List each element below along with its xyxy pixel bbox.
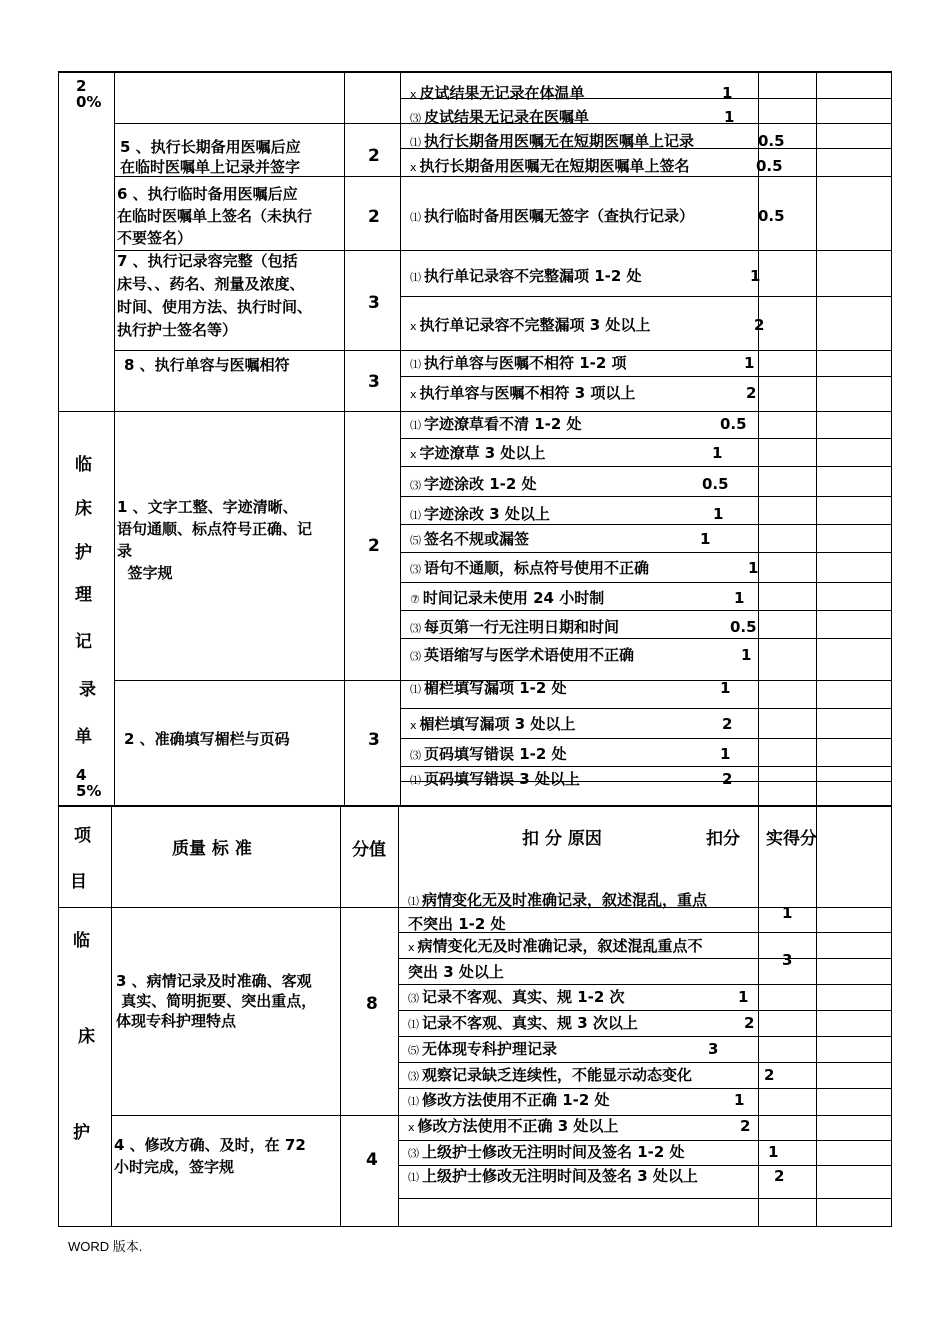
header-deduct: 扣分: [706, 829, 740, 849]
deduction-text: 病情变化无及时准确记录，叙述混乱，重点: [422, 891, 708, 909]
deduction-points: 1: [722, 84, 733, 102]
deduction-points: 3: [782, 951, 793, 969]
deduction-item: [408, 1066, 692, 1086]
criterion-label: 3 、病情记录及时准确、客观 真实、简明扼要、突出重点， 体现专科护理特点: [116, 972, 317, 1030]
header-actual: 实得分: [766, 829, 817, 849]
rule: [398, 1198, 891, 1199]
deduction-item: [408, 988, 625, 1008]
deduction-item: [410, 530, 529, 550]
deduction-item: [410, 646, 634, 666]
deduction-text: 字迹潦草 3 处以上: [419, 444, 546, 462]
deduction-text: 执行长期备用医嘱无在短期医嘱单上记录: [424, 132, 695, 150]
deduction-points: 1: [738, 988, 749, 1006]
item-marker: ⑦: [410, 593, 420, 606]
rule: [400, 582, 891, 583]
deduction-item: [408, 1167, 698, 1187]
deduction-text: 页码填写错误 3 处以上: [424, 770, 580, 788]
category-char: 护: [73, 1123, 90, 1143]
deduction-points: 0.5: [758, 132, 785, 150]
deduction-item: [410, 505, 550, 525]
deduction-text: 皮试结果无记录在体温单: [419, 84, 585, 102]
deduction-text: 执行单记录容不完整漏项 1-2 处: [424, 267, 642, 285]
deduction-item: [410, 715, 575, 735]
deduction-text: 每页第一行无注明日期和时间: [424, 618, 620, 636]
item-marker: ⑴: [408, 1095, 419, 1108]
deduction-points: 2: [722, 770, 733, 788]
criterion-score: 2: [368, 146, 380, 166]
criterion-score: 2: [368, 536, 380, 556]
deduction-points: 0.5: [730, 618, 757, 636]
item-marker: ⑴: [408, 895, 419, 908]
deduction-item: [410, 475, 537, 495]
deduction-text: 执行单容与医嘱不相符 1-2 项: [424, 354, 627, 372]
deduction-text: 突出 3 处以上: [408, 963, 504, 981]
deduction-item: [408, 891, 707, 911]
category-char: 单: [75, 727, 92, 747]
criterion-score: 4: [366, 1150, 378, 1170]
deduction-text: 病情变化无及时准确记录，叙述混乱重点不: [417, 937, 703, 955]
deduction-points: 0.5: [756, 157, 783, 175]
deduction-text: 页码填写错误 1-2 处: [424, 745, 567, 763]
header-item: 目: [70, 872, 87, 892]
header-score: 分值: [352, 840, 386, 860]
rule: [398, 958, 891, 959]
deduction-text: 无体现专科护理记录: [422, 1040, 558, 1058]
rule: [400, 552, 891, 553]
rule: [114, 350, 891, 351]
deduction-item: [408, 1014, 638, 1034]
deduction-points: 1: [741, 646, 752, 664]
deduction-text: 观察记录缺乏连续性，不能显示动态变化: [422, 1066, 693, 1084]
deduction-points: 2: [744, 1014, 755, 1032]
deduction-points: 1: [748, 559, 759, 577]
criterion-label: 4 、修改方确、及时，在 72 小时完成，签字规: [114, 1136, 306, 1176]
criterion-label: 1 、文字工整、字迹清晰、 语句通顺、标点符号正确、记 录 签字规: [117, 498, 313, 582]
criterion-label: 8 、执行单容与医嘱相符: [124, 356, 290, 374]
criterion-label: 6 、执行临时备用医嘱后应 在临时医嘱单上签名（未执行 不要签名）: [117, 185, 313, 247]
deduction-text: 修改方法使用不正确 1-2 处: [422, 1091, 610, 1109]
item-marker: ⑶: [410, 563, 421, 576]
deduction-text: 记录不客观、真实、规 3 次以上: [422, 1014, 638, 1032]
rule: [398, 1140, 891, 1141]
category-char: 床: [75, 499, 92, 519]
category-char: 临: [73, 931, 90, 951]
criterion-score: 2: [368, 207, 380, 227]
deduction-text: 记录不客观、真实、规 1-2 次: [422, 988, 625, 1006]
deduction-points: 1: [720, 745, 731, 763]
deduction-text: 执行长期备用医嘱无在短期医嘱单上签名: [419, 157, 690, 175]
deduction-points: 0.5: [720, 415, 747, 433]
item-marker: ⑴: [410, 136, 421, 149]
deduction-text: 上级护士修改无注明时间及签名 1-2 处: [422, 1143, 685, 1161]
rule: [398, 984, 891, 985]
item-marker: ⑴: [408, 1018, 419, 1031]
rule: [891, 71, 892, 1227]
header-reason: 扣 分 原因: [522, 829, 602, 849]
footer-note: WORD 版本.: [68, 1239, 143, 1254]
deduction-item: [408, 1091, 610, 1111]
deduction-text: 不突出 1-2 处: [408, 915, 506, 933]
rule: [111, 1115, 891, 1116]
deduction-points: 2: [746, 384, 757, 402]
rule: [400, 738, 891, 739]
item-marker: ⑶: [410, 112, 421, 125]
rule: [816, 71, 817, 1227]
item-marker: ⑴: [410, 271, 421, 284]
criterion-score: 3: [368, 293, 380, 313]
rule: [400, 376, 891, 377]
deduction-item: [410, 132, 694, 152]
item-marker: ⑶: [410, 650, 421, 663]
item-marker: ⑸: [410, 534, 421, 547]
rule: [400, 610, 891, 611]
deduction-item: [410, 316, 650, 336]
criterion-label: 5 、执行长期备用医嘱后应 在临时医嘱单上记录并签字: [120, 138, 301, 176]
deduction-text: 语句不通顺，标点符号使用不正确: [424, 559, 650, 577]
deduction-item: [410, 84, 585, 104]
rule: [344, 71, 345, 805]
deduction-points: 1: [720, 679, 731, 697]
deduction-points: 3: [708, 1040, 719, 1058]
deduction-item: [408, 937, 703, 957]
weight-label: 45%: [76, 766, 102, 800]
deduction-text: 字迹涂改 1-2 处: [424, 475, 537, 493]
rule: [398, 1036, 891, 1037]
deduction-item: [410, 745, 567, 765]
deduction-item: [410, 559, 649, 579]
header-standard: 质量 标 准: [172, 839, 252, 859]
rule: [398, 1062, 891, 1063]
item-marker: ⑶: [408, 1147, 419, 1160]
category-char: 临: [75, 455, 92, 475]
deduction-item: [410, 679, 567, 699]
item-marker: x: [410, 719, 417, 732]
deduction-points: 1: [700, 530, 711, 548]
rule: [114, 71, 115, 805]
item-marker: ⑶: [410, 749, 421, 762]
deduction-item: [410, 770, 580, 790]
deduction-text: 皮试结果无记录在医嘱单: [424, 108, 590, 126]
item-marker: x: [410, 388, 417, 401]
item-marker: ⑴: [408, 1171, 419, 1184]
deduction-text: 修改方法使用不正确 3 处以上: [417, 1117, 619, 1135]
deduction-points: 1: [724, 108, 735, 126]
item-marker: ⑴: [410, 211, 421, 224]
header-item: 项: [74, 826, 91, 846]
item-marker: x: [410, 320, 417, 333]
item-marker: x: [410, 161, 417, 174]
criterion-score: 3: [368, 372, 380, 392]
deduction-item: [408, 1143, 685, 1163]
rule: [340, 806, 341, 1227]
rule: [400, 708, 891, 709]
rule: [400, 766, 891, 767]
weight-label: 20%: [76, 77, 102, 111]
deduction-item: [410, 444, 545, 464]
item-marker: x: [410, 448, 417, 461]
item-marker: x: [408, 1121, 415, 1134]
deduction-item: [410, 157, 690, 177]
item-marker: ⑴: [410, 358, 421, 371]
deduction-item: [410, 207, 694, 227]
rule: [400, 466, 891, 467]
criterion-label: 2 、准确填写楣栏与页码: [124, 730, 290, 748]
rule: [398, 1010, 891, 1011]
item-marker: ⑶: [410, 622, 421, 635]
deduction-text: 字迹涂改 3 处以上: [424, 505, 550, 523]
deduction-points: 2: [754, 316, 765, 334]
deduction-item: [410, 354, 627, 374]
category-char: 记: [75, 632, 92, 652]
deduction-points: 2: [740, 1117, 751, 1135]
deduction-text: 楣栏填写漏项 1-2 处: [424, 679, 567, 697]
criterion-score: 3: [368, 730, 380, 750]
rule: [58, 1226, 892, 1227]
rule: [58, 71, 891, 73]
deduction-text: 签名不规或漏签: [424, 530, 530, 548]
rule: [111, 806, 112, 1227]
category-char: 录: [79, 680, 96, 700]
deduction-item: [410, 589, 604, 609]
deduction-points: 1: [750, 267, 761, 285]
criterion-label: 7 、执行记录容完整（包括 床号、、药名、剂量及浓度、 时间、使用方法、执行时间、 执行护士签名等）: [117, 252, 313, 339]
criterion-score: 8: [366, 994, 378, 1014]
deduction-text: 时间记录未使用 24 小时制: [422, 589, 605, 607]
deduction-points: 1: [744, 354, 755, 372]
category-char: 护: [75, 543, 92, 563]
deduction-item: [410, 267, 642, 287]
item-marker: ⑴: [410, 509, 421, 522]
deduction-item: [410, 415, 582, 435]
deduction-points: 2: [722, 715, 733, 733]
deduction-points: 0.5: [702, 475, 729, 493]
deduction-text: 执行单记录容不完整漏项 3 处以上: [419, 316, 651, 334]
deduction-points: 1: [712, 444, 723, 462]
deduction-text: 楣栏填写漏项 3 处以上: [419, 715, 576, 733]
rule: [400, 438, 891, 439]
item-marker: ⑸: [408, 1044, 419, 1057]
category-char: 床: [78, 1027, 95, 1047]
deduction-item: [408, 915, 506, 933]
deduction-points: 1: [768, 1143, 779, 1161]
deduction-item: [410, 108, 589, 128]
category-char: 理: [75, 585, 92, 605]
deduction-points: 2: [764, 1066, 775, 1084]
item-marker: ⑴: [410, 774, 421, 787]
item-marker: x: [408, 941, 415, 954]
item-marker: x: [410, 88, 417, 101]
deduction-text: 字迹潦草看不清 1-2 处: [424, 415, 582, 433]
rule: [398, 1165, 891, 1166]
deduction-points: 2: [774, 1167, 785, 1185]
deduction-text: 执行单容与医嘱不相符 3 项以上: [419, 384, 636, 402]
deduction-text: 英语缩写与医学术语使用不正确: [424, 646, 635, 664]
deduction-points: 0.5: [758, 207, 785, 225]
item-marker: ⑴: [410, 683, 421, 696]
rule: [400, 296, 891, 297]
rule: [58, 805, 891, 807]
rule: [400, 496, 891, 497]
deduction-points: 1: [713, 505, 724, 523]
rule: [758, 71, 759, 1227]
deduction-item: [408, 1117, 618, 1137]
rule: [400, 638, 891, 639]
deduction-item: [408, 963, 504, 981]
deduction-item: [410, 618, 619, 638]
deduction-text: 上级护士修改无注明时间及签名 3 处以上: [422, 1167, 698, 1185]
item-marker: ⑶: [408, 992, 419, 1005]
item-marker: ⑶: [408, 1070, 419, 1083]
item-marker: ⑶: [410, 479, 421, 492]
rule: [398, 806, 399, 1227]
item-marker: ⑴: [410, 419, 421, 432]
rule: [398, 1088, 891, 1089]
deduction-points: 1: [782, 904, 793, 922]
deduction-points: 1: [734, 589, 745, 607]
deduction-item: [408, 1040, 557, 1060]
deduction-points: 1: [734, 1091, 745, 1109]
deduction-item: [410, 384, 635, 404]
rule: [58, 71, 59, 1227]
deduction-text: 执行临时备用医嘱无签字（查执行记录）: [424, 207, 695, 225]
rule: [58, 411, 891, 412]
